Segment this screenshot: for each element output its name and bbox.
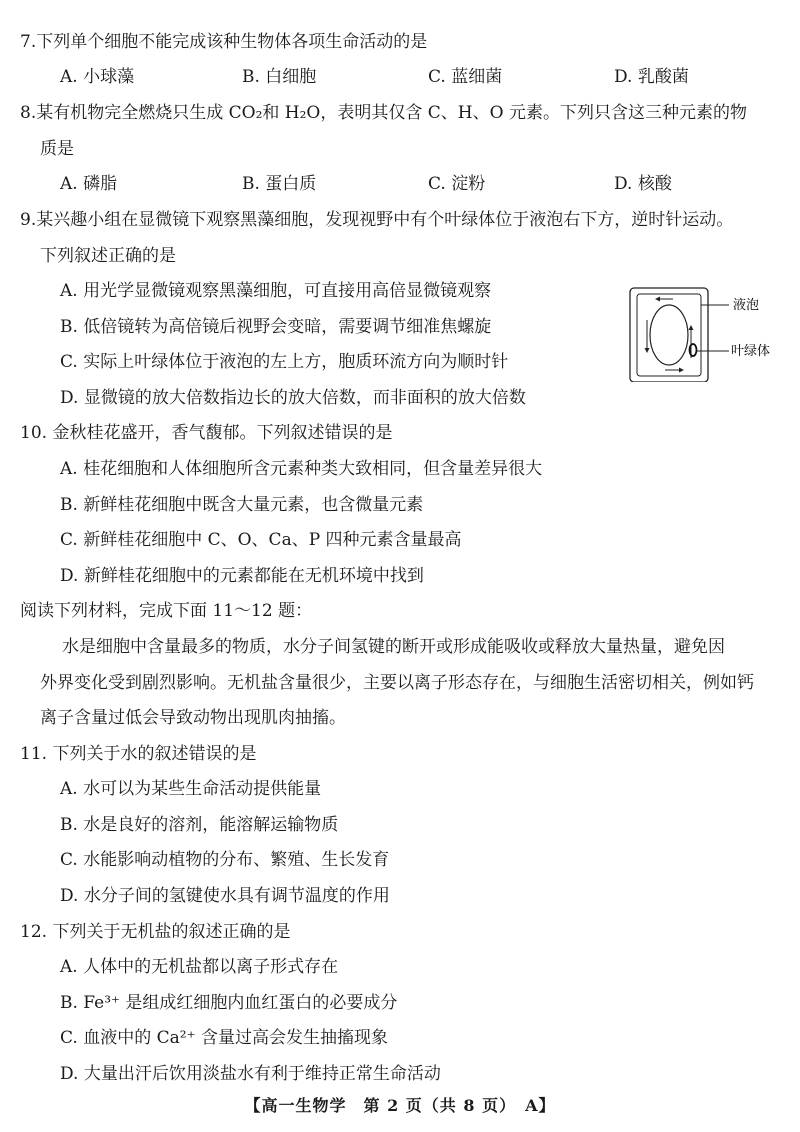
q7-option-b: B. 白细胞 bbox=[242, 67, 317, 87]
q10-option-c: C. 新鲜桂花细胞中 C、O、Ca、P 四种元素含量最高 bbox=[60, 530, 462, 550]
q8-stem-line1: 8.某有机物完全燃烧只生成 CO₂和 H₂O，表明其仅含 C、H、O 元素。下列只含这三种元素的物 bbox=[20, 103, 747, 123]
vacuole bbox=[650, 305, 688, 365]
q9-stem-line1: 9.某兴趣小组在显微镜下观察黑藻细胞，发现视野中有个叶绿体位于液泡右下方，逆时针运动。 bbox=[20, 210, 734, 230]
q10-option-b: B. 新鲜桂花细胞中既含大量元素，也含微量元素 bbox=[60, 495, 424, 515]
flow-arrowhead-top bbox=[655, 297, 660, 302]
q12-option-d: D. 大量出汗后饮用淡盐水有利于维持正常生命活动 bbox=[60, 1064, 441, 1084]
q7-option-a: A. 小球藻 bbox=[60, 67, 135, 87]
flow-arrowhead-right bbox=[689, 325, 694, 330]
material-intro: 阅读下列材料，完成下面 11～12 题： bbox=[20, 601, 313, 621]
q10-option-a: A. 桂花细胞和人体细胞所含元素种类大致相同，但含量差异很大 bbox=[60, 459, 543, 479]
material-line3: 离子含量过低会导致动物出现肌肉抽搐。 bbox=[40, 708, 346, 728]
q11-option-a: A. 水可以为某些生命活动提供能量 bbox=[60, 779, 322, 799]
vacuole-label: 液泡 bbox=[733, 298, 760, 313]
cell-wall-outer bbox=[630, 288, 708, 382]
q12-option-b: B. Fe³⁺ 是组成红细胞内血红蛋白的必要成分 bbox=[60, 993, 398, 1013]
flow-arrowhead-bottom bbox=[679, 368, 684, 373]
q8-option-a: A. 磷脂 bbox=[60, 174, 118, 194]
q7-option-c: C. 蓝细菌 bbox=[428, 67, 503, 87]
material-line1: 水是细胞中含量最多的物质，水分子间氢键的断开或形成能吸收或释放大量热量，避免因 bbox=[62, 637, 725, 657]
q11-stem: 11. 下列关于水的叙述错误的是 bbox=[20, 744, 257, 764]
cell-diagram bbox=[625, 282, 785, 382]
q8-option-b: B. 蛋白质 bbox=[242, 174, 317, 194]
q12-option-a: A. 人体中的无机盐都以离子形式存在 bbox=[60, 957, 339, 977]
q12-option-c: C. 血液中的 Ca²⁺ 含量过高会发生抽搐现象 bbox=[60, 1028, 388, 1048]
q10-option-d: D. 新鲜桂花细胞中的元素都能在无机环境中找到 bbox=[60, 566, 424, 586]
q7-stem: 7.下列单个细胞不能完成该种生物体各项生命活动的是 bbox=[20, 32, 428, 52]
q7-option-d: D. 乳酸菌 bbox=[614, 67, 689, 87]
page-footer: 【高一生物学 第 2 页（共 8 页） A】 bbox=[244, 1096, 556, 1115]
q9-option-b: B. 低倍镜转为高倍镜后视野会变暗，需要调节细准焦螺旋 bbox=[60, 317, 492, 337]
q9-stem-line2: 下列叙述正确的是 bbox=[40, 246, 176, 266]
q9-option-c: C. 实际上叶绿体位于液泡的左上方，胞质环流方向为顺时针 bbox=[60, 352, 509, 372]
q9-option-a: A. 用光学显微镜观察黑藻细胞，可直接用高倍显微镜观察 bbox=[60, 281, 492, 301]
q12-stem: 12. 下列关于无机盐的叙述正确的是 bbox=[20, 922, 291, 942]
flow-arrowhead-left bbox=[645, 348, 650, 353]
q8-option-d: D. 核酸 bbox=[614, 174, 672, 194]
q10-stem: 10. 金秋桂花盛开，香气馥郁。下列叙述错误的是 bbox=[20, 423, 393, 443]
chloroplast-label: 叶绿体 bbox=[731, 344, 771, 359]
material-line2: 外界变化受到剧烈影响。无机盐含量很少，主要以离子形态存在，与细胞生活密切相关，例如钙 bbox=[40, 673, 754, 693]
q11-option-c: C. 水能影响动植物的分布、繁殖、生长发育 bbox=[60, 850, 390, 870]
q11-option-d: D. 水分子间的氢键使水具有调节温度的作用 bbox=[60, 886, 390, 906]
q8-option-c: C. 淀粉 bbox=[428, 174, 486, 194]
q8-stem-line2: 质是 bbox=[40, 139, 74, 159]
q11-option-b: B. 水是良好的溶剂，能溶解运输物质 bbox=[60, 815, 339, 835]
q9-option-d: D. 显微镜的放大倍数指边长的放大倍数，而非面积的放大倍数 bbox=[60, 388, 526, 408]
